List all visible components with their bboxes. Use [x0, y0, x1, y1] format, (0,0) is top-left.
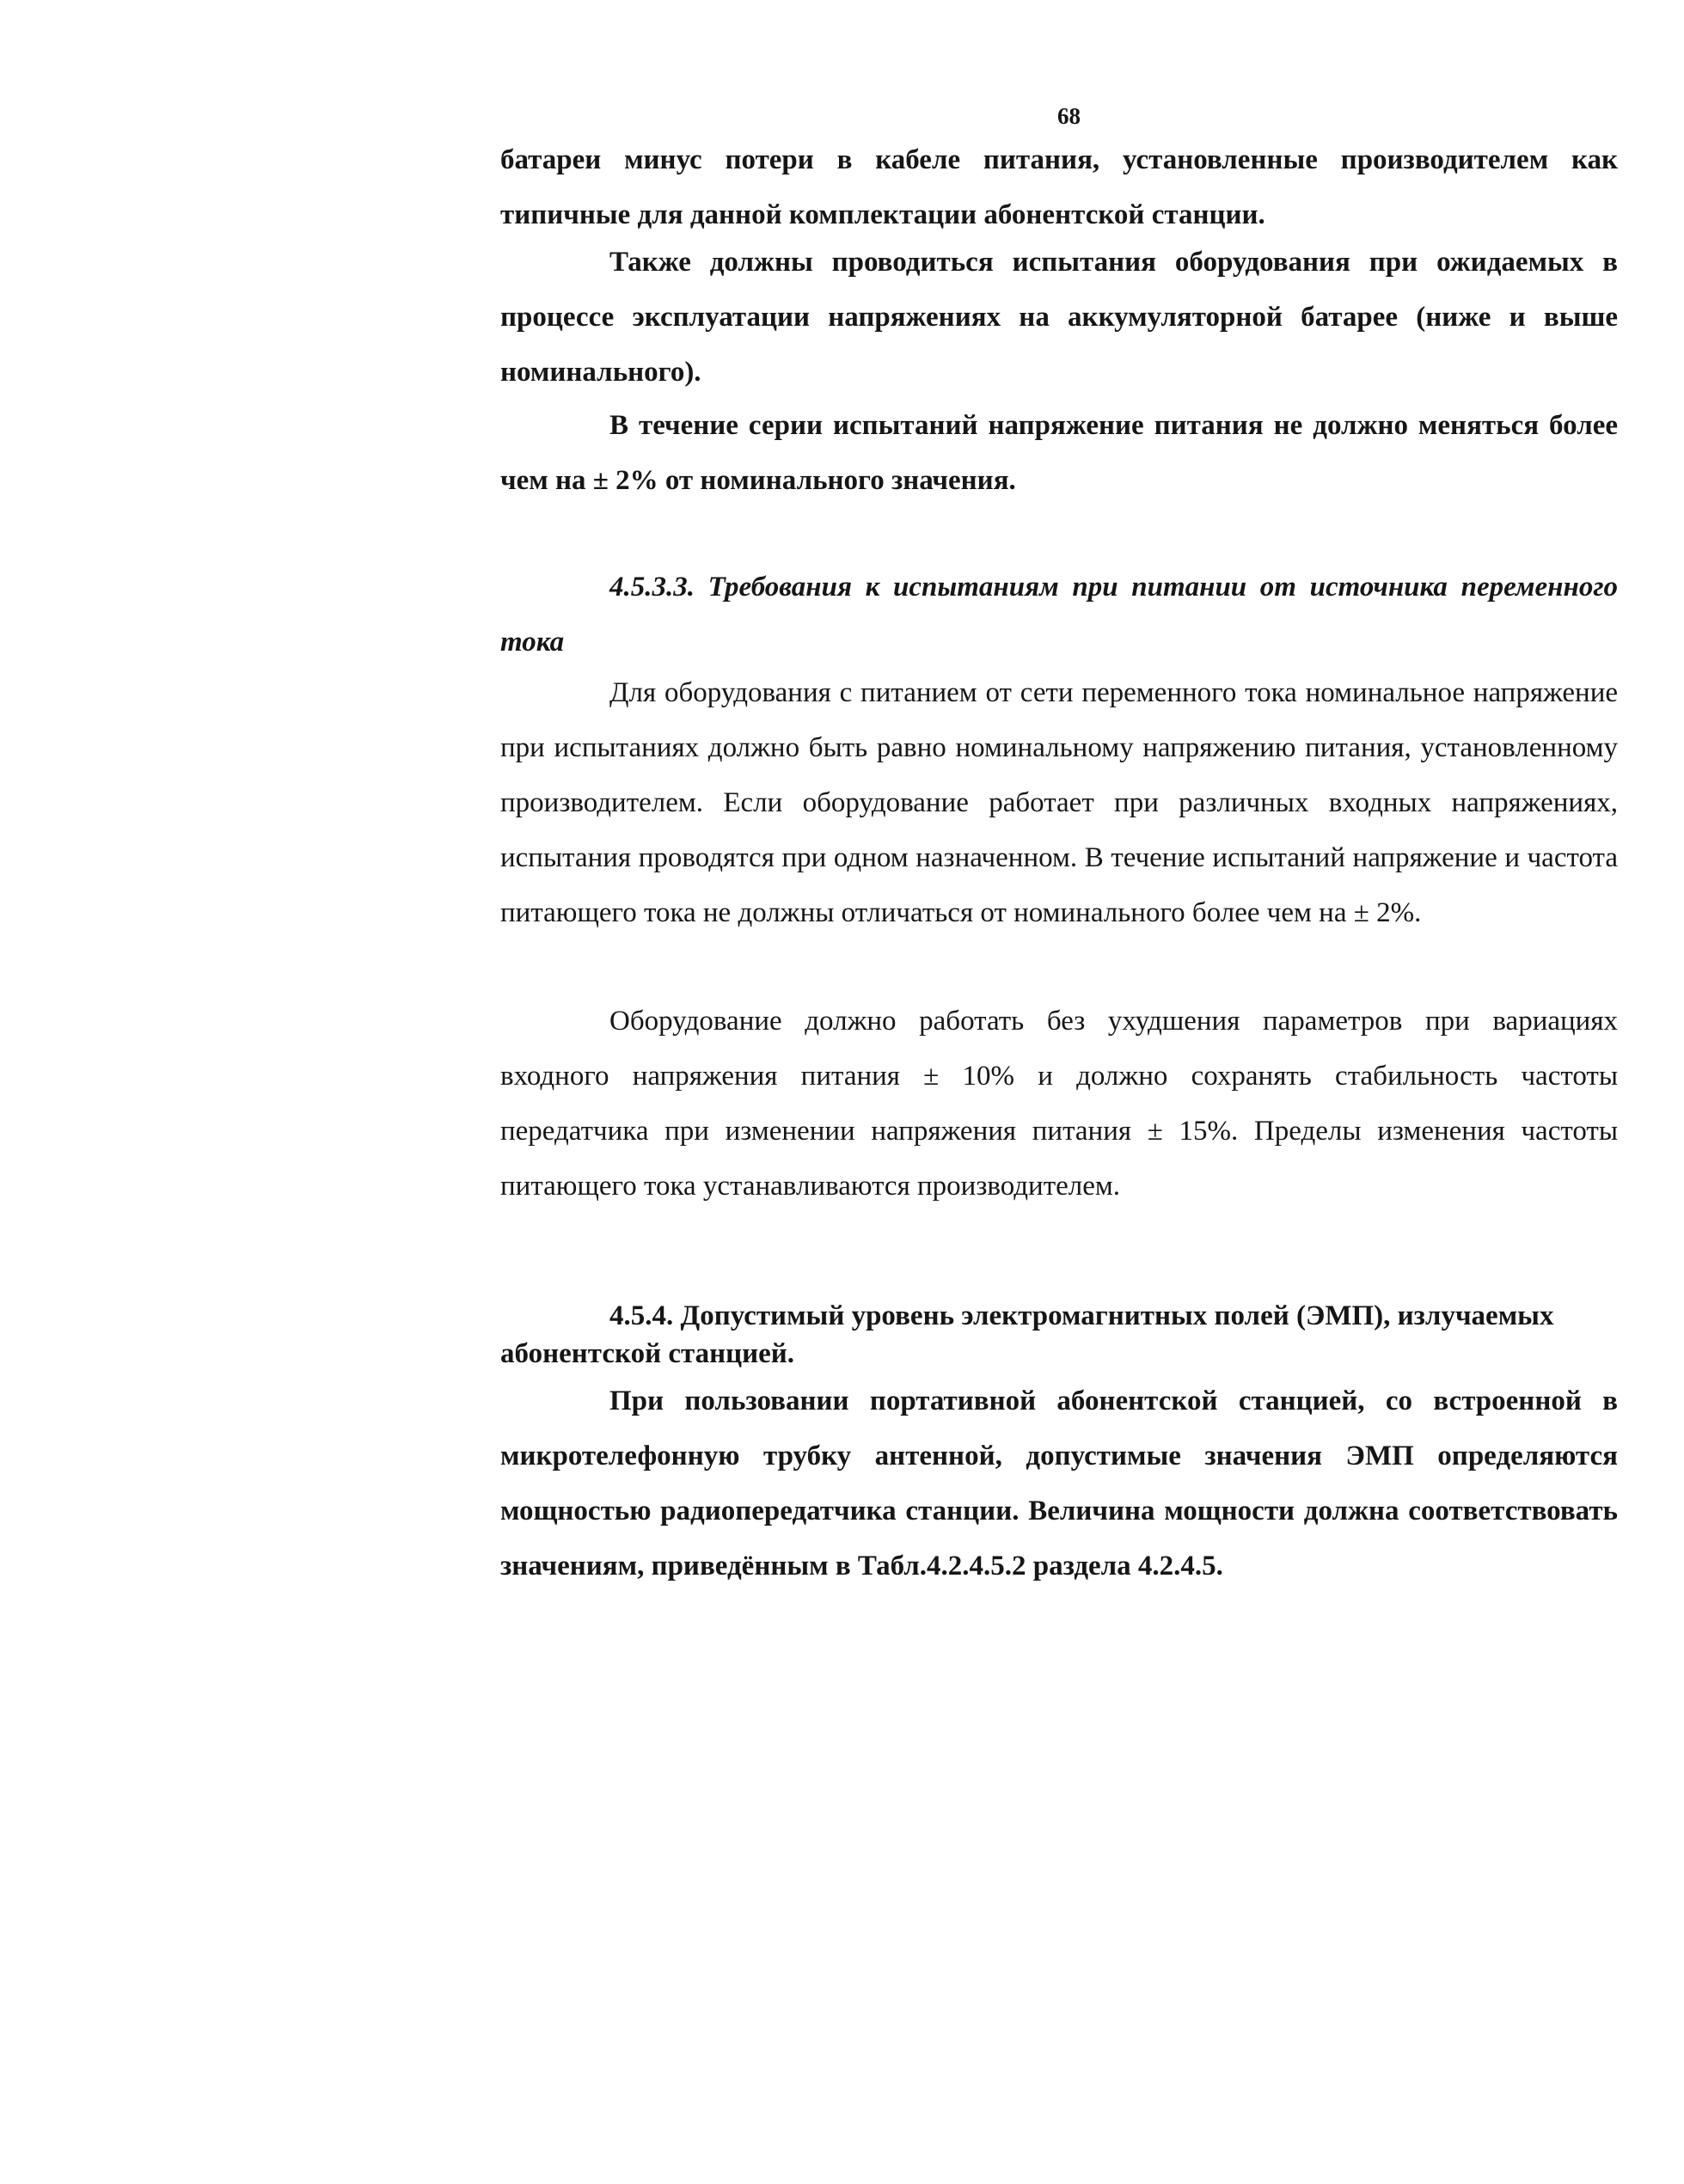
section-heading-emp — [500, 1297, 1618, 1373]
paragraph-text: В течение серии испытаний напряжение питания не должно меняться более чем на ± 2% от номинального значения. — [500, 410, 1618, 496]
page-number: 68 — [1057, 103, 1081, 129]
paragraph-battery-voltage-tests — [500, 235, 1618, 400]
paragraph-text: Оборудование должно работать без ухудшения параметров при вариациях входного напряжения питания ± 10% и должно сохранять стабильность частоты передатчика при изменении напряжения питания ± 15%. Пределы изменения частоты питающего тока устанавливаются производителем. — [500, 1006, 1618, 1202]
paragraph-battery-loss — [500, 132, 1618, 242]
paragraph-voltage-variation — [500, 994, 1618, 1214]
paragraph-voltage-tolerance — [500, 398, 1618, 508]
section-heading-ac-power — [500, 560, 1618, 670]
paragraph-text: Также должны проводиться испытания оборудования при ожидаемых в процессе эксплуатации напряжениях на аккумуляторной батарее (ниже и выше номинального). — [500, 247, 1618, 388]
paragraph-ac-power-requirements — [500, 665, 1618, 940]
section-heading: 4.5.4. Допустимый уровень электромагнитных полей (ЭМП), излучаемых абонентской станцией. — [500, 1300, 1554, 1369]
paragraph-text: батареи минус потери в кабеле питания, установленные производителем как типичные для данной комплектации абонентской станции. — [500, 144, 1618, 230]
section-heading: 4.5.3.3. Требования к испытаниям при питании от источника переменного тока — [500, 572, 1618, 658]
paragraph-text: Для оборудования с питанием от сети переменного тока номинальное напряжение при испытаниях должно быть равно номинальному напряжению питания, установленному производителем. Если оборудование работает при различных входных напряжениях, испытания проводятся при одном назначенном. В течение испытаний напряжение и частота питающего тока не должны отличаться от номинального более чем на ± 2%. — [500, 677, 1618, 928]
paragraph-text: При пользовании портативной абонентской станцией, со встроенной в микротелефонную трубку антенной, допустимые значения ЭМП определяются мощностью радиопередатчика станции. Величина мощности должна соответствовать значениям, приведённым в Табл.4.2.4.5.2 раздела 4.2.4.5. — [500, 1386, 1618, 1581]
paragraph-emp-limits — [500, 1373, 1618, 1594]
